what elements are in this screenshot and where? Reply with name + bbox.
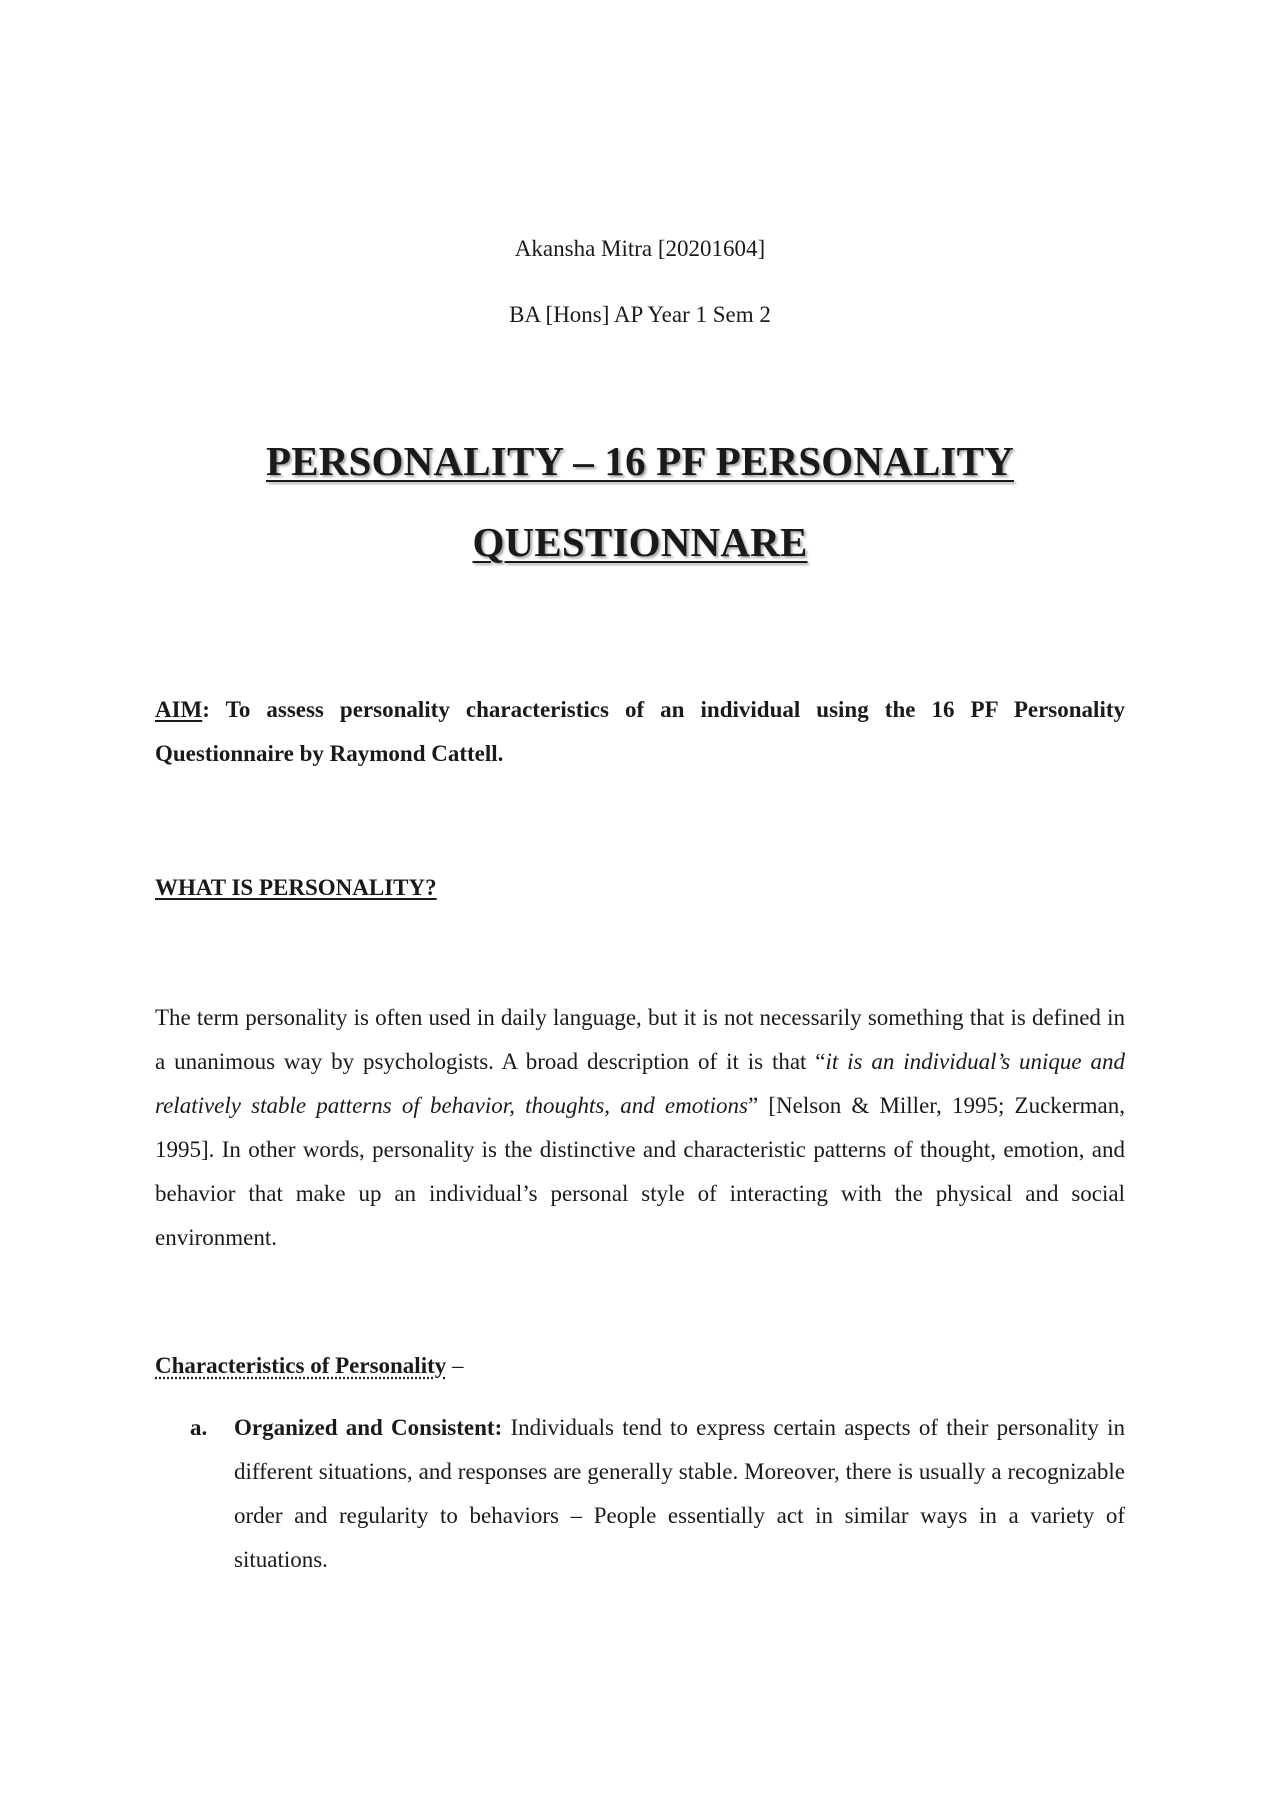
- document-title-line-2: QUESTIONNARE: [472, 519, 808, 565]
- what-is-personality-heading: WHAT IS PERSONALITY?: [155, 875, 437, 900]
- aim-colon: :: [202, 697, 210, 722]
- paragraph-quote: it is an individual’s unique and relatively stable patterns of behavior, thoughts, and emotions: [155, 1049, 1126, 1118]
- section-heading: [155, 866, 1125, 910]
- aim-text: To assess personality characteristics of an individual using the 16 PF Personality Questionnaire by Raymond Cattell.: [155, 697, 1125, 766]
- aim-paragraph: [155, 688, 1125, 776]
- list-item-body: [234, 1406, 1125, 1582]
- characteristics-dash: –: [446, 1353, 464, 1378]
- course-line: BA [Hons] AP Year 1 Sem 2: [509, 302, 771, 327]
- paragraph-part-2: ” [Nelson & Miller, 1995; Zuckerman, 1995]. In other words, personality is the distinctive and characteristic patterns of thought, emotion, and behavior that make up an individual’s personal style of interacting with the physical and social environment.: [155, 1093, 1125, 1250]
- author-line: Akansha Mitra [20201604]: [514, 236, 766, 261]
- paragraph-part-1: The term personality is often used in daily language, but it is not necessarily something that is defined in a unanimous way by psychologists. A broad description of it is that “: [155, 1005, 1125, 1074]
- list-item-term: Organized and Consistent:: [234, 1415, 503, 1440]
- list-item-marker: a.: [190, 1415, 208, 1440]
- list-item: [190, 1406, 1125, 1582]
- characteristics-heading-line: [155, 1344, 1125, 1388]
- personality-definition-paragraph: [155, 996, 1125, 1260]
- characteristics-heading: Characteristics of Personality: [155, 1353, 447, 1378]
- aim-label: AIM: [155, 697, 203, 722]
- document-title-line-1: PERSONALITY – 16 PF PERSONALITY: [265, 438, 1015, 484]
- list-item-text: Individuals tend to express certain aspects of their personality in different situations, and responses are generally stable. Moreover, there is usually a recognizable order and regularity to behaviors – People essentially act in similar ways in a variety of situations.: [234, 1415, 1125, 1572]
